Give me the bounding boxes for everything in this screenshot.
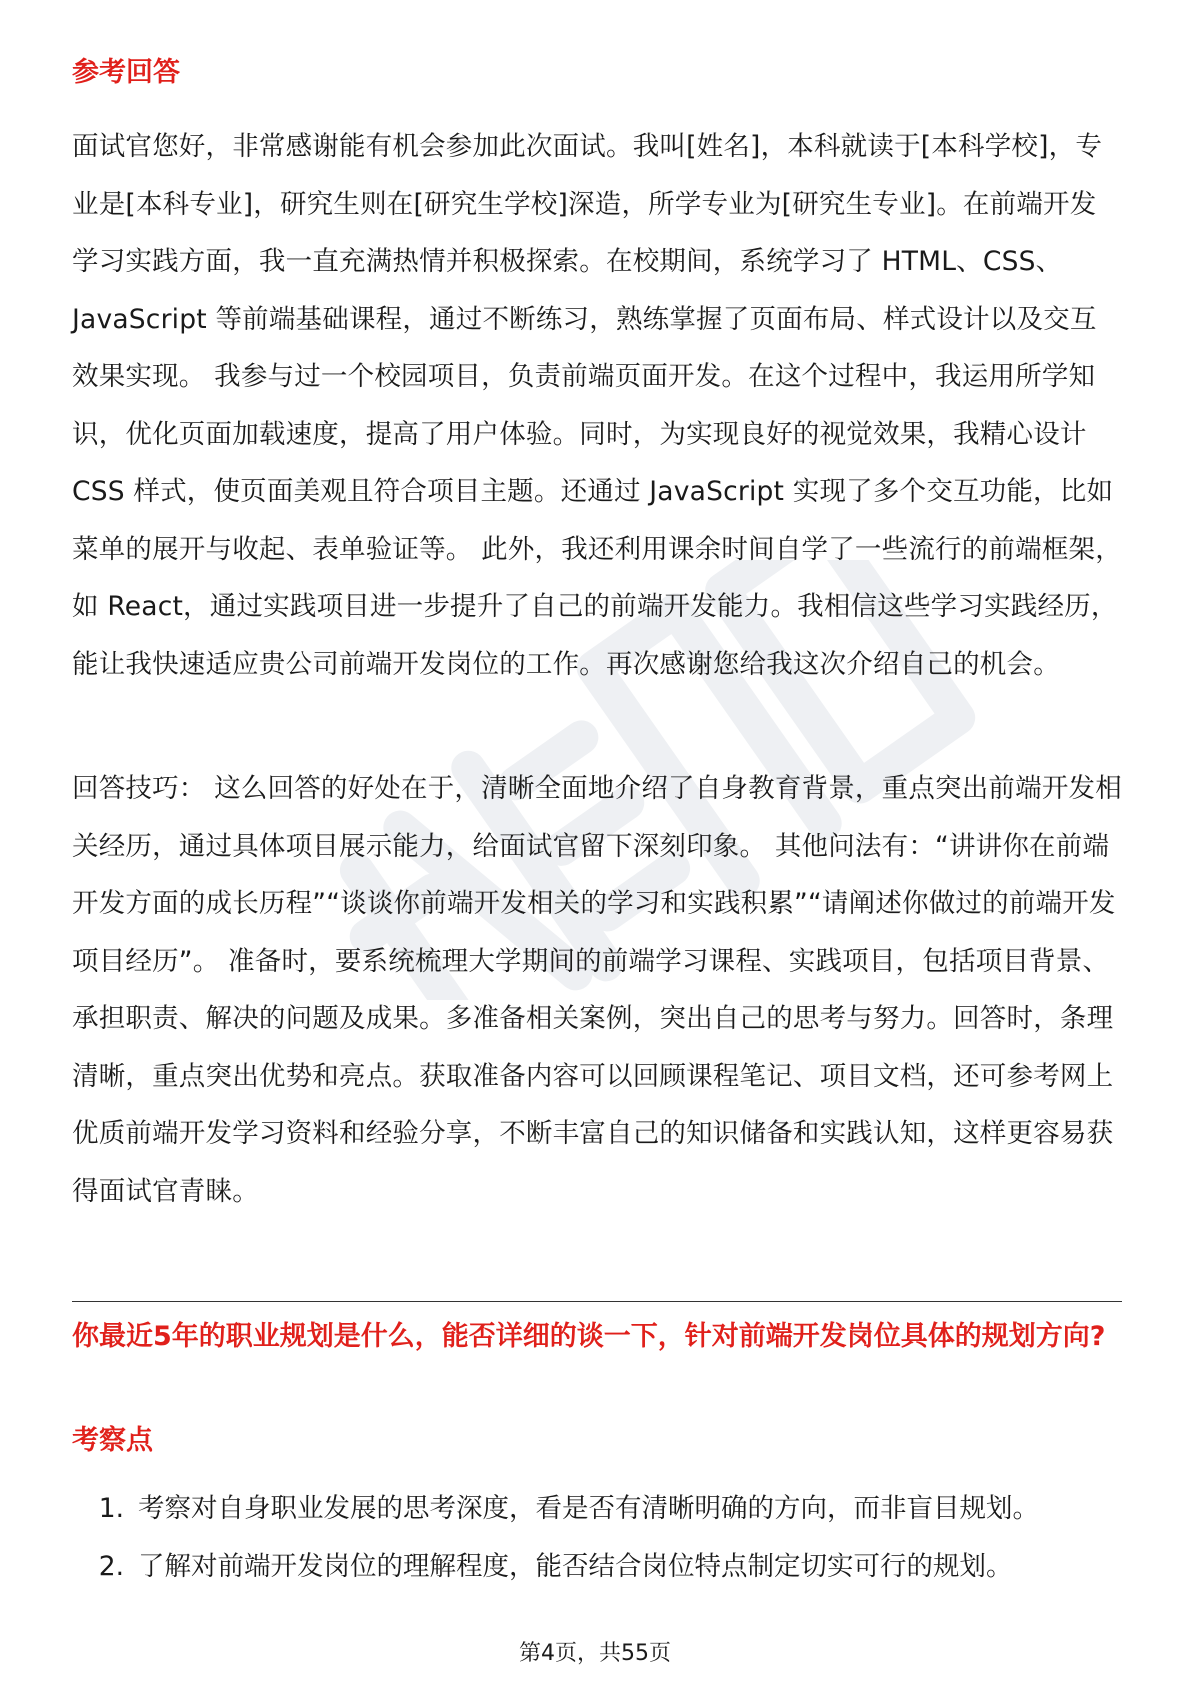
section-title-examination-points: 考察点 — [72, 1425, 153, 1456]
list-item-text: 考察对自身职业发展的思考深度，看是否有清晰明确的方向，而非盲目规划。 — [138, 1493, 1039, 1524]
tips-paragraph: 回答技巧： 这么回答的好处在于，清晰全面地介绍了自身教育背景，重点突出前端开发相关经历，通过具体项目展示能力，给面试官留下深刻印象。 其他问法有：“讲讲你在前端开发方面的成长历程”“谈谈你前端开发相关的学习和实践积累”“请阐述你做过的前端开发项目经历”。 准备时，要系统梳理大学期间的前端学习课程、实践项目，包括项目背景、承担职责、解决的问题及成果。多准备相关案例，突出自己的思考与努力。回答时，条理清晰，重点突出优势和亮点。获取准备内容可以回顾课程笔记、项目文档，还可参考网上优质前端开发学习资料和经验分享，不断丰富自己的知识储备和实践认知，这样更容易获得面试官青睐。 — [72, 773, 1122, 1207]
section-divider — [72, 1301, 1122, 1302]
page-number-footer: 第4页，共55页 — [519, 1641, 671, 1666]
list-item — [72, 1480, 1122, 1538]
examination-points-list — [72, 1480, 1122, 1595]
list-item — [72, 1538, 1122, 1596]
next-question-heading: 你最近5年的职业规划是什么，能否详细的谈一下，针对前端开发岗位具体的规划方向? — [72, 1321, 1106, 1352]
list-item-number: 2. — [98, 1550, 124, 1582]
answer-paragraph: 面试官您好，非常感谢能有机会参加此次面试。我叫[姓名]，本科就读于[本科学校]，专业是[本科专业]，研究生则在[研究生学校]深造，所学专业为[研究生专业]。在前端开发学习实践方面，我一直充满热情并积极探索。在校期间，系统学习了 HTML、CSS、JavaScript 等前端基础课程，通过不断练习，熟练掌握了页面布局、样式设计以及交互效果实现。 我参与过一个校园项目，负责前端页面开发。在这个过程中，我运用所学知识，优化页面加载速度，提高了用户体验。同时，为实现良好的视觉效果，我精心设计 CSS 样式，使页面美观且符合项目主题。还通过 JavaScript 实现了多个交互功能，比如菜单的展开与收起、表单验证等。 此外，我还利用课余时间自学了一些流行的前端框架，如 React，通过实践项目进一步提升了自己的前端开发能力。我相信这些学习实践经历，能让我快速适应贵公司前端开发岗位的工作。再次感谢您给我这次介绍自己的机会。 — [72, 131, 1122, 680]
list-item-number: 1. — [98, 1493, 124, 1524]
section-title-reference-answer: 参考回答 — [72, 57, 180, 88]
list-item-text: 了解对前端开发岗位的理解程度，能否结合岗位特点制定切实可行的规划。 — [138, 1550, 1013, 1582]
